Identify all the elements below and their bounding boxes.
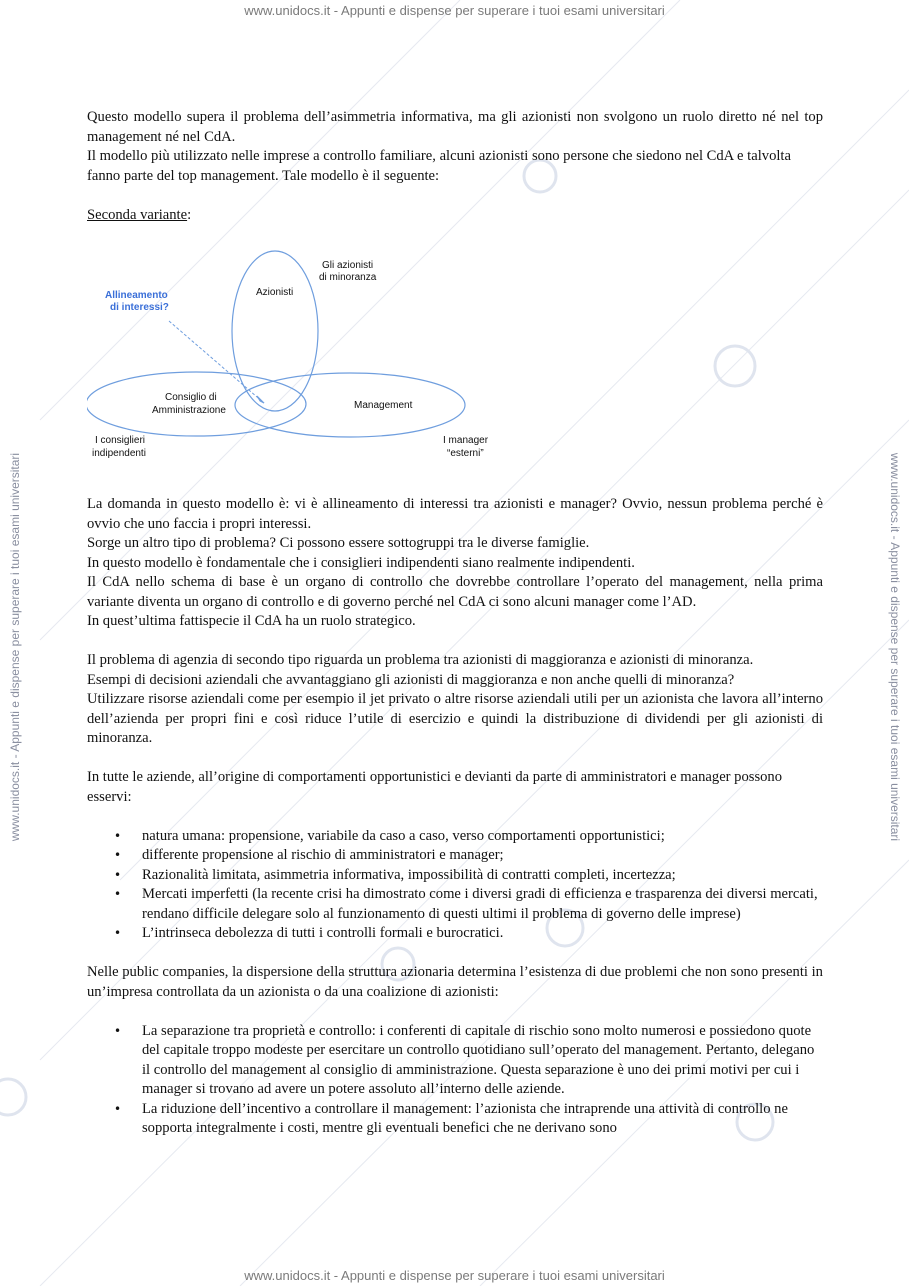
watermark-bottom: www.unidocs.it - Appunti e dispense per superare i tuoi esami universitari [244,1268,665,1283]
block2-line-1: Il problema di agenzia di secondo tipo riguarda un problema tra azionisti di maggioranza e azionisti di minoranza. [87,652,754,668]
section-heading-colon: : [187,206,192,223]
block1-line-1: La domanda in questo modello è: vi è allineamento di interessi tra azionisti e manager? Ovvio, nessun problema perché è ovvio che uno faccia i propri interessi. [87,496,823,532]
block1-line-5: In quest’ultima fattispecie il CdA ha un ruolo strategico. [87,613,416,629]
governance-diagram [87,243,507,468]
independent-label-line-2: indipendenti [92,448,146,459]
block4-intro: Nelle public companies, la dispersione della struttura azionaria determina l’esistenza di due problemi che non sono presenti in un’impresa controllata da un azionista o da una coalizione di azionisti: [87,964,823,1000]
watermark-top: www.unidocs.it - Appunti e dispense per superare i tuoi esami universitari [244,3,665,18]
question-label-line-2: di interessi? [110,302,169,313]
list-item: • Razionalità limitata, asimmetria informativa, impossibilità di contratti completi, incertezza; [142,866,823,886]
list-item: • differente propensione al rischio di amministratori e manager; [142,846,823,866]
intro-paragraph-1: Questo modello supera il problema dell’asimmetria informativa, ma gli azionisti non svolgono un ruolo diretto né nel top management né nel CdA. [87,109,823,145]
alignment-arrow-head [257,396,264,403]
board-label-line-2: Amministrazione [152,405,226,416]
block3-intro: In tutte le aziende, all’origine di comportamenti opportunistici e devianti da parte di amministratori e manager possono esservi: [87,769,783,805]
shareholders-label: Azionisti [256,287,294,298]
section-heading [87,206,823,226]
watermark-right: www.unidocs.it - Appunti e dispense per superare i tuoi esami universitari [888,452,902,842]
question-label-line-1: Allineamento [105,290,168,301]
section-heading-text: Seconda variante [87,206,188,223]
intro-paragraph-2: Il modello più utilizzato nelle imprese a controllo familiare, alcuni azionisti sono persone che siedono nel CdA e talvolta fanno parte del top management. Tale modello è il seguente: [87,148,791,184]
list-item: • La riduzione dell’incentivo a controllare il management: l’azionista che intraprende una attività di controllo ne sopporta integralmente i costi, mentre gli eventuali benefici che ne derivano sono [142,1100,823,1139]
block1-line-2: Sorge un altro tipo di problema? Ci possono essere sottogruppi tra le diverse famiglie. [87,535,590,551]
alignment-arrow-line [169,321,264,403]
management-label: Management [354,400,413,411]
minority-label-line-1: Gli azionisti [322,260,374,271]
independent-label-line-1: I consiglieri [95,435,146,446]
block2-line-2: Esempi di decisioni aziendali che avvantaggiano gli azionisti di maggioranza e non anche quelli di minoranza? [87,671,735,688]
list-item: • L’intrinseca debolezza di tutti i controlli formali e burocratici. [142,924,823,944]
block2-line-3: Utilizzare risorse aziendali come per esempio il jet privato o altre risorse aziendali utili per un azionista che lavora all’interno dell’azienda per propri fini e così riduce l’utile di esercizio e quindi la distribuzione di dividendi per gli azionisti di minoranza. [87,691,823,746]
watermark-left: www.unidocs.it - Appunti e dispense per superare i tuoi esami universitari [8,452,22,842]
list-item: • La separazione tra proprietà e controllo: i conferenti di capitale di rischio sono molto numerosi e possiedono quote del capitale troppo modeste per esercitare un controllo quotidiano sull’operato del management. Pertanto, delegano il controllo del management al consiglio di amministrazione. Questa separazione è uno dei primi motivi per cui i manager si trovano ad avere un potere assoluto all’interno delle aziende. [142,1022,823,1100]
board-label-line-1: Consiglio di [165,392,217,403]
list-causes [87,827,823,944]
list-item: • Mercati imperfetti (la recente crisi ha dimostrato come i diversi gradi di efficienza e trasparenza dei diversi mercati, rendano difficile delegare solo al funzionamento di questi ultimi il problema di governo delle imprese) [142,885,823,924]
list-item: • natura umana: propensione, variabile da caso a caso, verso comportamenti opportunistici; [142,827,823,847]
block1-line-4: Il CdA nello schema di base è un organo di controllo che dovrebbe controllare l’operato del management, nella prima variante diventa un organo di controllo e di governo perché nel CdA ci sono alcuni manager come l’AD. [87,574,823,610]
management-ellipse [235,373,465,437]
external-label-line-2: “esterni” [447,448,484,459]
block1-line-3: In questo modello è fondamentale che i consiglieri indipendenti siano realmente indipendenti. [87,554,635,571]
external-label-line-1: I manager [443,435,489,446]
minority-label-line-2: di minoranza [319,272,377,283]
list-public-companies [87,1022,823,1139]
